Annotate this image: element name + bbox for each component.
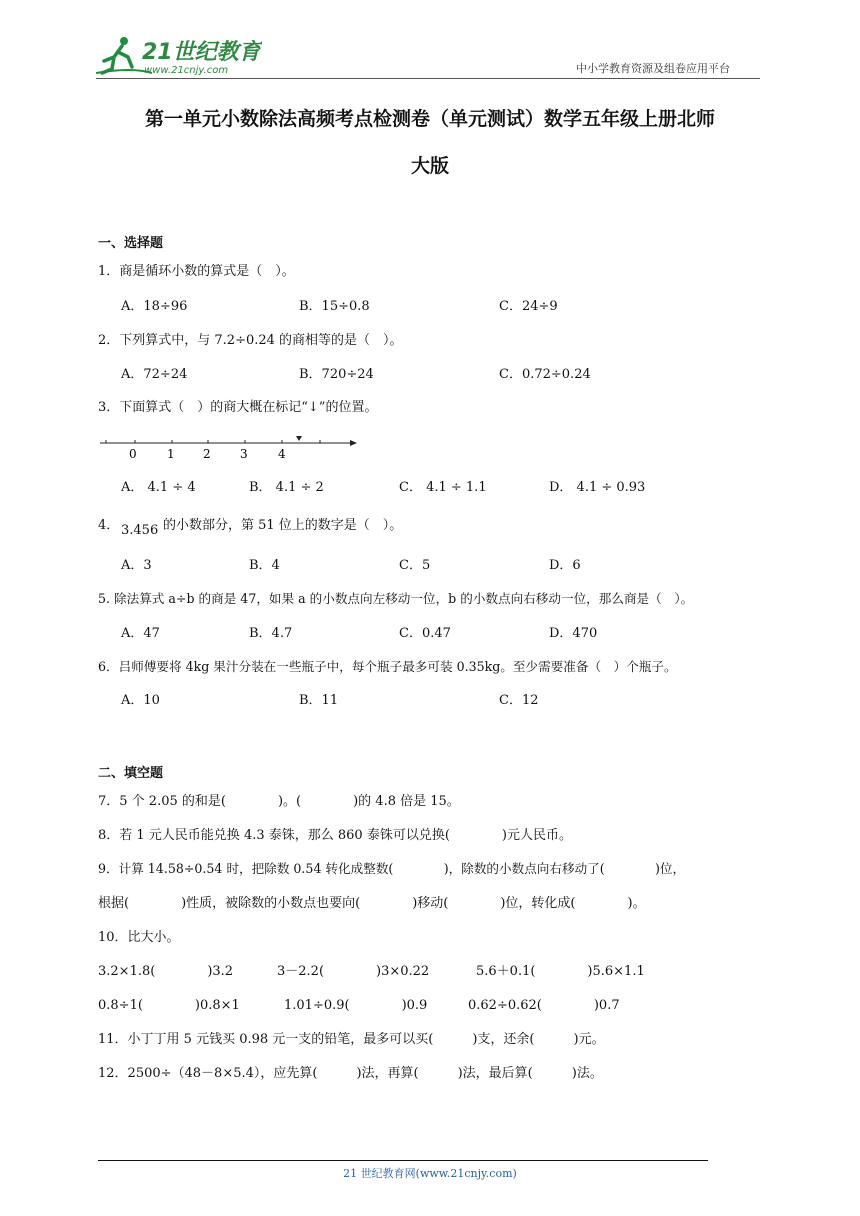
q3-option-a: A． 4.1 ÷ 4 xyxy=(121,480,196,495)
q5-option-d: D．470 xyxy=(549,626,598,641)
q10-item: 5.6＋0.1( )5.6×1.1 xyxy=(476,964,645,979)
platform-label: 中小学教育资源及组卷应用平台 xyxy=(576,62,730,75)
question-11: 11．小丁丁用 5 元钱买 0.98 元一支的铅笔，最多可以买( )支，还余( )元。 xyxy=(98,1032,605,1047)
q5-option-a: A．47 xyxy=(121,626,160,641)
number-line-tick-label: 2 xyxy=(203,447,211,461)
q1-option-b: B．15÷0.8 xyxy=(299,299,370,314)
q10-item: 1.01÷0.9( )0.9 xyxy=(284,998,428,1013)
q4-option-c: C．5 xyxy=(399,558,431,573)
q4-option-a: A．3 xyxy=(121,558,152,573)
number-line-figure xyxy=(98,432,360,462)
header-divider xyxy=(96,78,760,79)
question-9-line-1: 9．计算 14.58÷0.54 时，把除数 0.54 转化成整数( )，除数的小数点向右移动了( )位， xyxy=(98,861,686,876)
question-4: 的小数部分，第 51 位上的数字是（ ）。 xyxy=(163,518,403,533)
footer-divider xyxy=(98,1160,708,1161)
site-logo xyxy=(92,33,262,77)
q5-option-c: C．0.47 xyxy=(399,626,451,641)
q2-option-b: B．720÷24 xyxy=(299,367,374,382)
question-9-line-2: 根据( )性质，被除数的小数点也要向( )移动( )位，转化成( )。 xyxy=(98,896,646,911)
number-line-tick-label: 0 xyxy=(129,447,137,461)
section-heading-choice: 一、选择题 xyxy=(98,236,164,251)
page-title-line-2: 大版 xyxy=(410,155,449,177)
q3-option-d: D． 4.1 ÷ 0.93 xyxy=(549,480,646,495)
page-title-line-1: 第一单元小数除法高频考点检测卷（单元测试）数学五年级上册北师 xyxy=(144,108,715,130)
q10-item: 0.62÷0.62( )0.7 xyxy=(468,998,620,1013)
question-7: 7．5 个 2.05 的和是( )。( )的 4.8 倍是 15。 xyxy=(98,794,460,809)
q5-option-b: B．4.7 xyxy=(249,626,293,641)
svg-text:21世纪教育: 21世纪教育 xyxy=(142,40,261,65)
question-12: 12．2500÷（48－8×5.4），应先算( )法，再算( )法，最后算( )法。 xyxy=(98,1066,603,1081)
question-5: 5. 除法算式 a÷b 的商是 47，如果 a 的小数点向左移动一位，b 的小数点向右移动一位，那么商是（ ）。 xyxy=(98,591,694,606)
question-2: 2．下列算式中，与 7.2÷0.24 的商相等的是（ ）。 xyxy=(98,333,403,348)
q4-option-d: D．6 xyxy=(549,558,581,573)
q1-option-a: A．18÷96 xyxy=(121,299,188,314)
q2-option-a: A．72÷24 xyxy=(121,367,188,382)
q1-option-c: C．24÷9 xyxy=(499,299,558,314)
number-line-tick-label: 4 xyxy=(278,447,286,461)
question-4-number: 4． xyxy=(98,518,120,533)
down-arrow-marker-icon xyxy=(296,436,302,441)
q4-option-b: B．4 xyxy=(249,558,280,573)
number-line-tick-label: 3 xyxy=(240,447,248,461)
q6-option-a: A．10 xyxy=(121,693,160,708)
question-8: 8．若 1 元人民币能兑换 4.3 泰铢，那么 860 泰铢可以兑换( )元人民币。 xyxy=(98,828,572,843)
q6-option-c: C．12 xyxy=(499,693,539,708)
question-6: 6．吕师傅要将 4kg 果汁分装在一些瓶子中，每个瓶子最多可装 0.35kg。至少需要准备（ ）个瓶子。 xyxy=(98,659,677,674)
q3-option-b: B． 4.1 ÷ 2 xyxy=(249,480,324,495)
repeating-decimal: 3.456 xyxy=(121,523,159,538)
q3-option-c: C． 4.1 ÷ 1.1 xyxy=(399,480,487,495)
svg-text:www.21cnjy.com: www.21cnjy.com xyxy=(144,65,229,76)
section-heading-fill: 二、填空题 xyxy=(98,766,164,781)
q10-item: 3.2×1.8( )3.2 xyxy=(98,964,234,979)
q10-item: 0.8÷1( )0.8×1 xyxy=(98,998,240,1013)
question-10: 10．比大小。 xyxy=(98,930,180,945)
question-3: 3．下面算式（ ）的商大概在标记“↓”的位置。 xyxy=(98,400,378,415)
number-line-tick-label: 1 xyxy=(167,447,175,461)
number-line-arrowhead xyxy=(350,440,357,446)
footer-link[interactable]: 21 世纪教育网(www.21cnjy.com) xyxy=(343,1167,517,1180)
q2-option-c: C．0.72÷0.24 xyxy=(499,367,591,382)
q10-item: 3－2.2( )3×0.22 xyxy=(277,964,430,979)
q6-option-b: B．11 xyxy=(299,693,339,708)
question-1: 1．商是循环小数的算式是（ ）。 xyxy=(98,264,295,279)
